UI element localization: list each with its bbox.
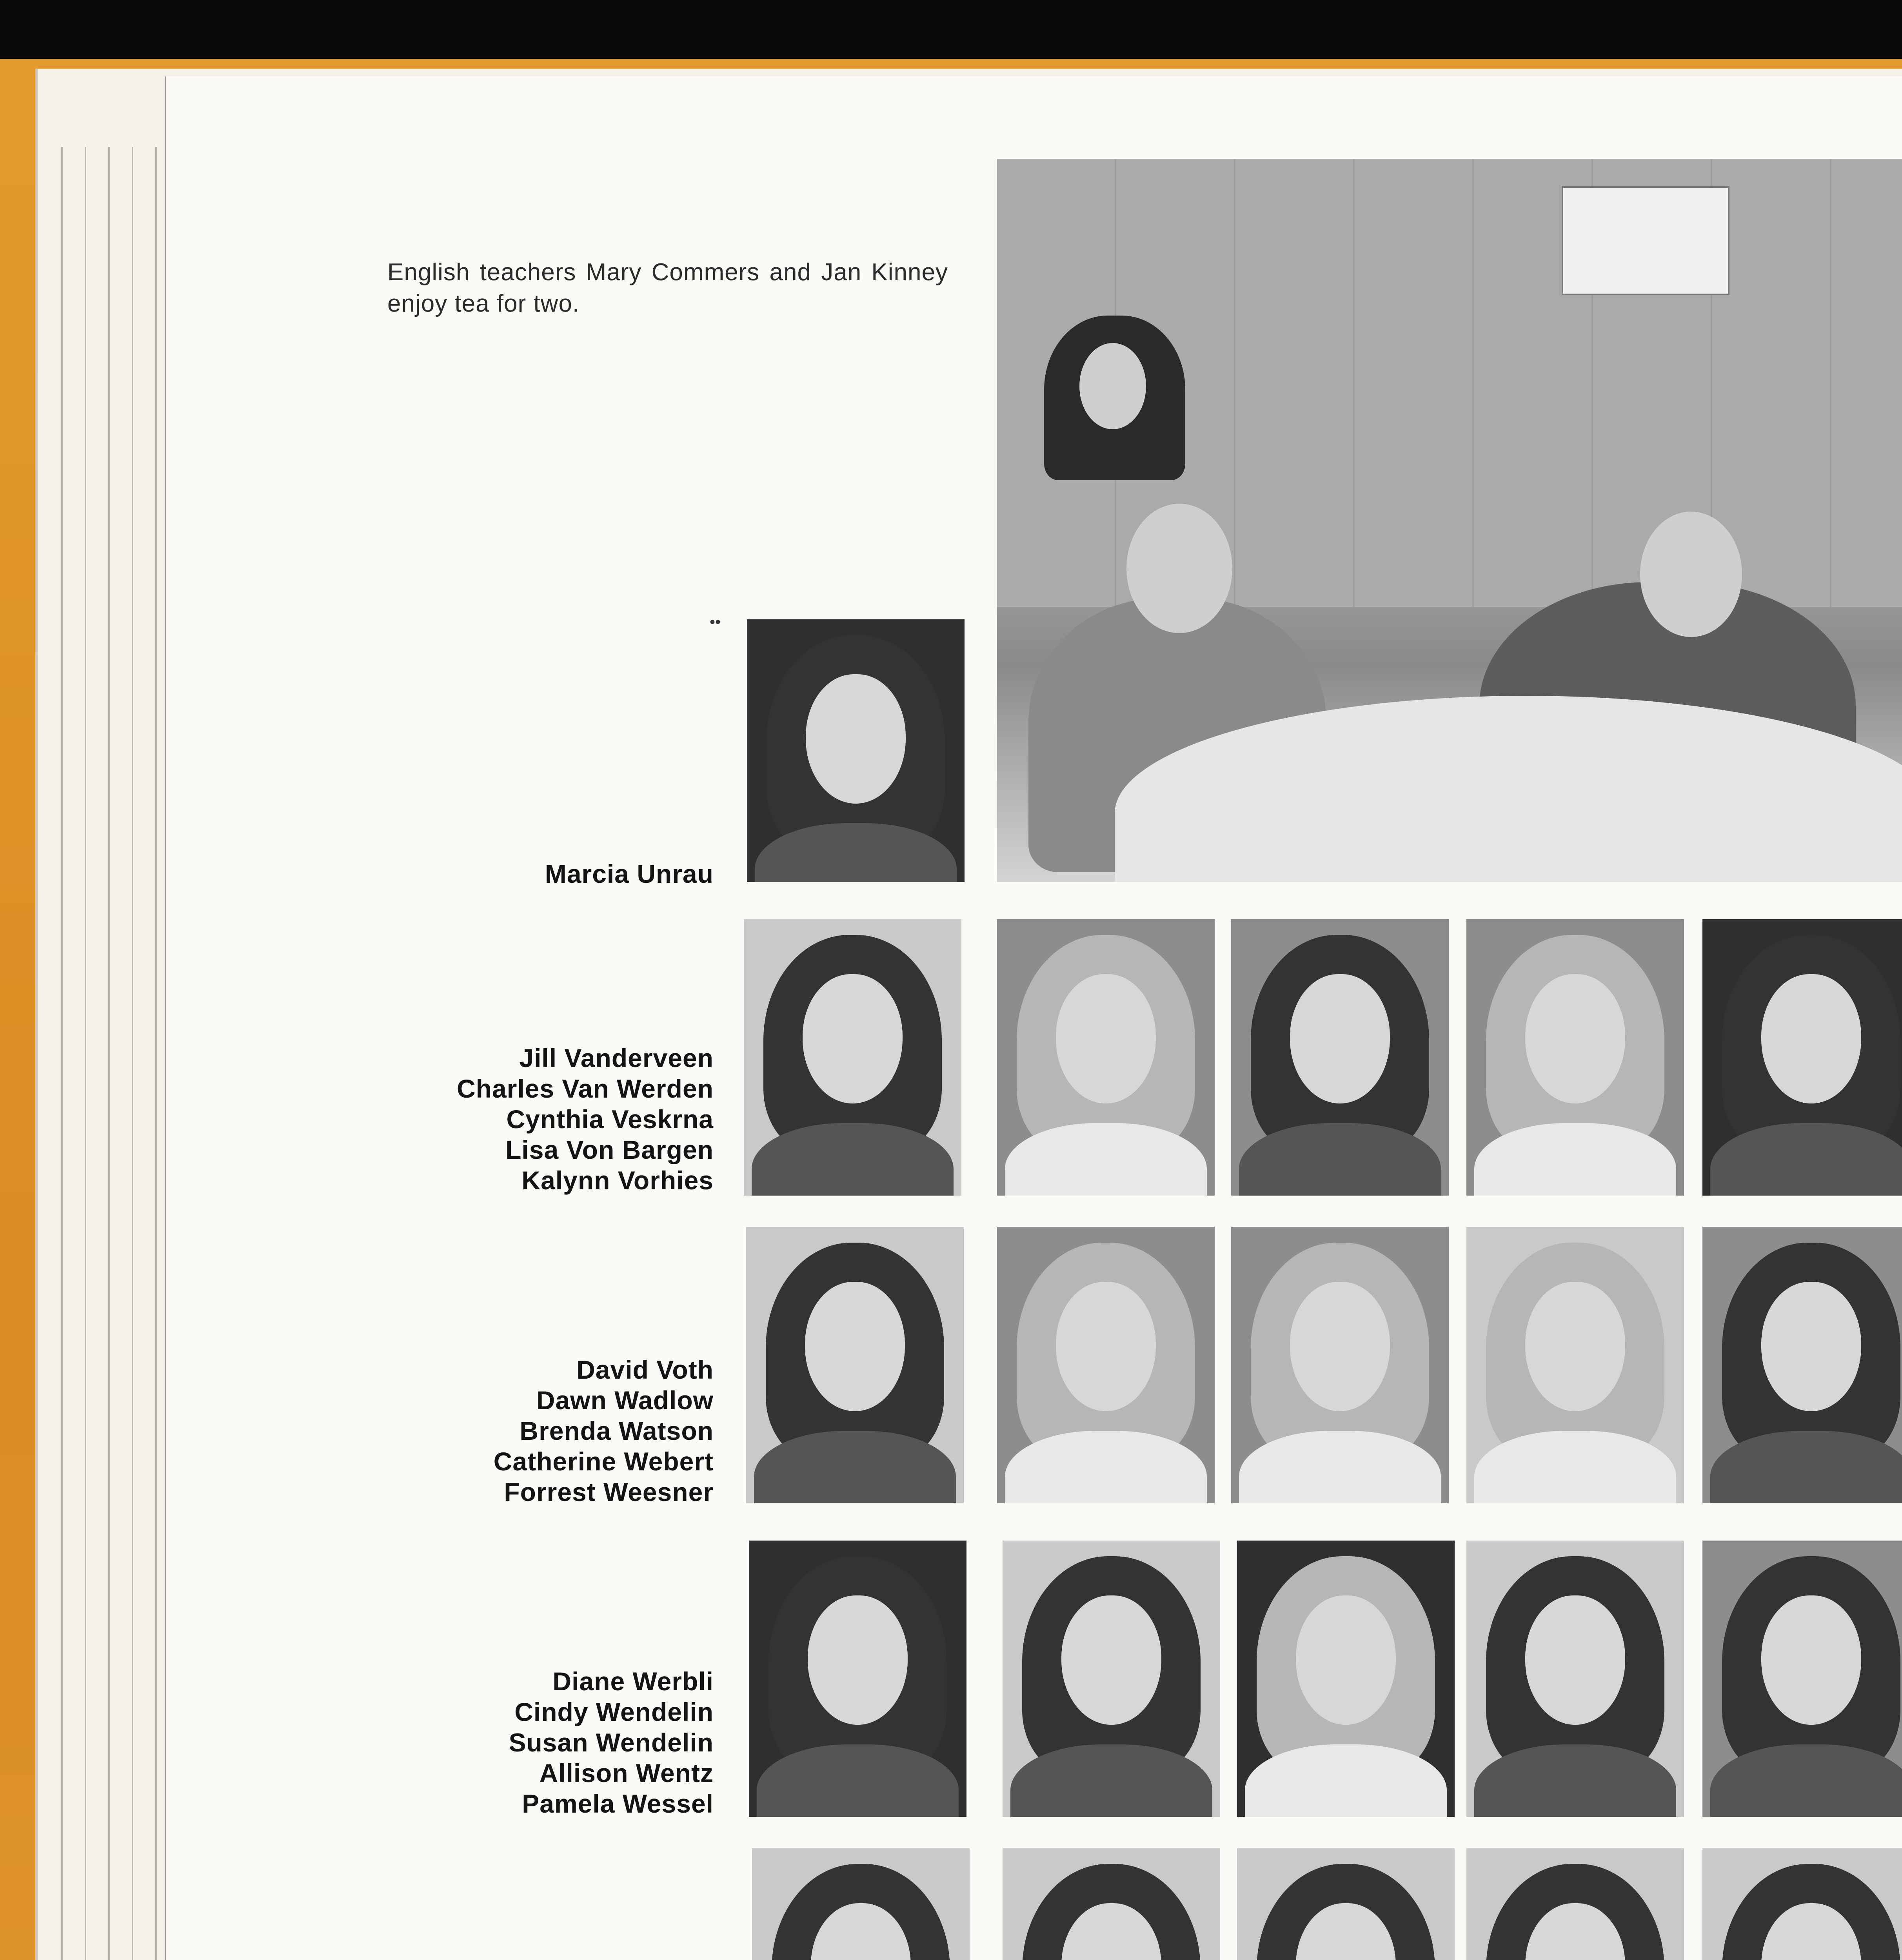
portrait-face xyxy=(1761,1282,1861,1411)
portrait-photo xyxy=(1466,1227,1684,1503)
page-edge-line xyxy=(108,147,110,1960)
name-list-row-3 xyxy=(509,1666,714,1819)
student-name: Catherine Webert xyxy=(493,1447,714,1476)
student-name: Lisa Von Bargen xyxy=(505,1135,714,1164)
portrait-face xyxy=(1290,974,1390,1103)
teacher-right-face xyxy=(1640,512,1742,637)
portrait-photo xyxy=(1466,919,1684,1196)
student-name: Susan Wendelin xyxy=(509,1728,714,1757)
student-name: Marcia Unrau xyxy=(545,859,714,888)
portrait-face xyxy=(1525,1282,1625,1411)
student-name: Dawn Wadlow xyxy=(536,1386,714,1415)
portrait-face xyxy=(1761,1595,1861,1725)
portrait-photo xyxy=(744,919,961,1196)
portrait-photo xyxy=(1003,1541,1220,1817)
portrait-face xyxy=(1525,974,1625,1103)
portrait-photo xyxy=(997,1227,1215,1503)
portrait-face xyxy=(805,1282,905,1411)
student-name: Allison Wentz xyxy=(539,1759,714,1788)
portrait-photo xyxy=(752,1848,970,1960)
portrait-photo xyxy=(746,1227,964,1503)
portrait-face xyxy=(1061,1595,1161,1725)
portrait-photo xyxy=(1702,1848,1902,1960)
student-name: Kalynn Vorhies xyxy=(521,1166,714,1195)
page-edge-line xyxy=(155,147,157,1960)
portrait-photo xyxy=(1702,1227,1902,1503)
student-name: Charles Van Werden xyxy=(456,1074,714,1103)
portrait-photo xyxy=(749,1541,966,1817)
portrait-face xyxy=(1525,1595,1625,1725)
page-edge-line xyxy=(85,147,86,1960)
student-name: Cynthia Veskrna xyxy=(506,1105,714,1134)
portrait-face xyxy=(1056,1282,1156,1411)
portrait-face xyxy=(1056,974,1156,1103)
portrait-face xyxy=(806,674,906,804)
student-name: David Voth xyxy=(576,1355,714,1384)
portrait-photo xyxy=(1237,1848,1455,1960)
portrait-photo xyxy=(1231,919,1449,1196)
portrait-photo xyxy=(1466,1541,1684,1817)
page-edge-line xyxy=(61,147,63,1960)
wall-portrait-face xyxy=(1079,343,1146,429)
student-name: Jill Vanderveen xyxy=(519,1044,714,1073)
name-list-row-1 xyxy=(457,1043,714,1196)
name-list-row-2 xyxy=(494,1354,714,1507)
student-name: Brenda Watson xyxy=(520,1416,714,1445)
portrait-photo xyxy=(1231,1227,1449,1503)
portrait-photo xyxy=(1702,1541,1902,1817)
portrait-photo xyxy=(1466,1848,1684,1960)
teachers-photo xyxy=(997,159,1902,882)
portrait-photo xyxy=(1702,919,1902,1196)
student-name: Forrest Weesner xyxy=(504,1477,714,1506)
student-name: Diane Werbli xyxy=(552,1667,714,1696)
student-name: Cindy Wendelin xyxy=(514,1697,714,1726)
portrait-face xyxy=(808,1595,908,1725)
portrait-photo xyxy=(747,619,965,882)
portrait-face xyxy=(1296,1595,1396,1725)
small-mark: •• xyxy=(710,613,721,631)
portrait-photo xyxy=(997,919,1215,1196)
wall-sign xyxy=(1562,186,1729,295)
portrait-photo xyxy=(1003,1848,1220,1960)
student-name: Pamela Wessel xyxy=(522,1789,714,1818)
portrait-face xyxy=(803,974,903,1103)
photo-caption: English teachers Mary Commers and Jan Kinney enjoy tea for two. xyxy=(387,259,948,317)
teacher-left-face xyxy=(1126,504,1232,633)
page-edge-line xyxy=(132,147,133,1960)
portrait-face xyxy=(1290,1282,1390,1411)
portrait-face xyxy=(1761,974,1861,1103)
portrait-photo xyxy=(1237,1541,1455,1817)
